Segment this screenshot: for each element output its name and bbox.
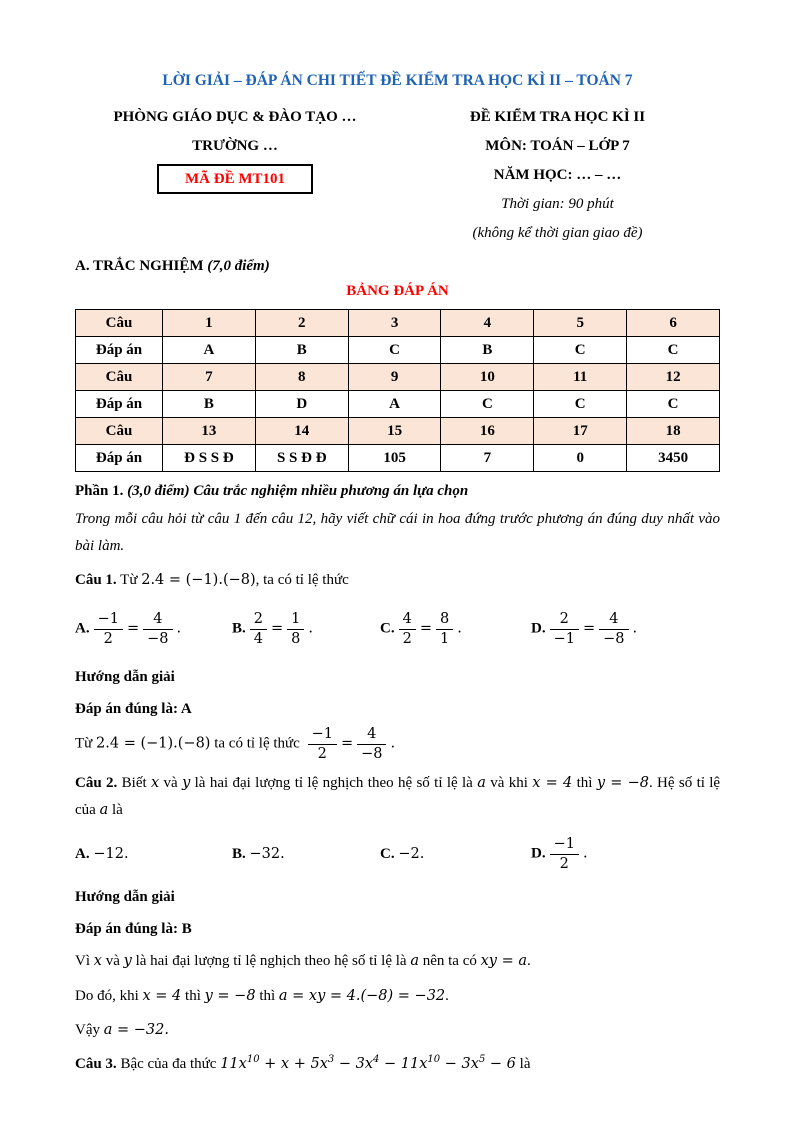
year-line: NĂM HỌC: … – … <box>493 167 622 183</box>
q1-solution-mid: ta có tỉ lệ thức <box>214 735 300 752</box>
q2-solution-line-3: Vậy a = −32. <box>75 1021 169 1038</box>
doc-title: LỜI GIẢI – ĐÁP ÁN CHI TIẾT ĐỀ KIỂM TRA HỌC KÌ II – TOÁN 7 <box>162 72 633 89</box>
option-label: B. <box>232 845 246 862</box>
fraction: $\frac{-1}{2}$ <box>550 836 579 872</box>
math-var: a <box>99 801 109 818</box>
q1-solution-equation: 2.4 = (−1).(−8) <box>96 735 211 752</box>
row-label-cell: Câu <box>76 364 163 391</box>
table-cell: C <box>441 391 534 418</box>
question-1 <box>75 567 720 593</box>
fraction: $\frac{4}{-8}$ <box>599 611 628 647</box>
table-cell: 0 <box>534 445 627 472</box>
math-var: x <box>151 775 160 792</box>
table-cell: B <box>441 337 534 364</box>
fraction: $\frac{2}{-1}$ <box>550 611 579 647</box>
math-expression: a = xy = 4.(−8) = −32 <box>278 987 446 1004</box>
table-cell: Đ S S Đ <box>163 445 256 472</box>
math-var: x <box>93 953 102 970</box>
option-b: B. $\frac{2}{4}$ = $\frac{1}{8}$ . <box>232 610 313 647</box>
polynomial-expression: $11x^{10} + x + 5x^3 - 3x^4 - 11x^{10} - 3x^5 - 6$ <box>220 1054 516 1073</box>
question-1-tail: , ta có tỉ lệ thức <box>255 571 349 588</box>
answer-line-2: Đáp án đúng là: B <box>75 920 192 937</box>
row-label-cell: Câu <box>76 418 163 445</box>
fraction: $\frac{2}{4}$ <box>250 611 267 647</box>
option-a: A. −12. <box>75 845 129 862</box>
answer-table-title: BẢNG ĐÁP ÁN <box>346 283 449 299</box>
fraction: $\frac{4}{-8}$ <box>357 726 386 762</box>
question-3-label: Câu 3. <box>75 1056 117 1073</box>
table-cell: 9 <box>348 364 441 391</box>
fraction: $\frac{-1}{2}$ <box>308 726 337 762</box>
dept-line: PHÒNG GIÁO DỤC & ĐÀO TẠO … <box>113 109 357 125</box>
option-a: A. $\frac{-1}{2}$ = $\frac{4}{-8}$ . <box>75 610 182 647</box>
question-3 <box>75 1051 720 1077</box>
instruction-text: Trong mỗi câu hỏi từ câu 1 đến câu 12, hãy viết chữ cái in hoa đứng trước phương án đúng duy nhất vào bài làm. <box>75 511 720 554</box>
table-cell: 10 <box>441 364 534 391</box>
q2-solution-line-1: Vì x và y là hai đại lượng tỉ lệ nghịch theo hệ số tỉ lệ là a nên ta có xy = a. <box>75 953 531 970</box>
option-label: C. <box>380 620 395 637</box>
table-cell: C <box>534 391 627 418</box>
math-expression: a = −32. <box>103 1021 169 1038</box>
row-label-cell: Đáp án <box>76 391 163 418</box>
part1-subtitle: (3,0 điểm) Câu trắc nghiệm nhiều phương án lựa chọn <box>127 483 469 499</box>
table-cell: B <box>255 337 348 364</box>
q1-solution: Từ 2.4 = (−1).(−8) ta có tỉ lệ thức $\frac{-1}{2}$ = $\frac{4}{-8}$ . <box>75 726 396 762</box>
fraction: $\frac{8}{1}$ <box>436 611 453 647</box>
exam-code-box: MÃ ĐỀ MT101 <box>157 164 313 194</box>
table-row <box>76 418 720 445</box>
table-cell: 17 <box>534 418 627 445</box>
table-cell: 7 <box>163 364 256 391</box>
table-cell: 3 <box>348 310 441 337</box>
question-1-label: Câu 1. <box>75 571 117 588</box>
math-var: y <box>182 775 191 792</box>
question-2-label: Câu 2. <box>75 775 118 792</box>
table-cell: 14 <box>255 418 348 445</box>
table-cell: A <box>163 337 256 364</box>
answer-line-1: Đáp án đúng là: A <box>75 700 192 717</box>
table-row <box>76 337 720 364</box>
row-label-cell: Câu <box>76 310 163 337</box>
table-cell: 6 <box>627 310 720 337</box>
table-cell: C <box>534 337 627 364</box>
guide-heading-2: Hướng dẫn giải <box>75 889 175 906</box>
table-cell: 105 <box>348 445 441 472</box>
math-expression: x = 4 <box>532 775 573 792</box>
row-label-cell: Đáp án <box>76 337 163 364</box>
table-row <box>76 445 720 472</box>
table-cell: 3450 <box>627 445 720 472</box>
exam-title-line: ĐỀ KIỂM TRA HỌC KÌ II <box>469 109 646 125</box>
table-cell: 15 <box>348 418 441 445</box>
q2-options <box>75 831 720 877</box>
option-d: D. $\frac{2}{-1}$ = $\frac{4}{-8}$ . <box>531 610 638 647</box>
table-cell: C <box>348 337 441 364</box>
table-row <box>76 310 720 337</box>
table-cell: 7 <box>441 445 534 472</box>
option-label: A. <box>75 845 90 862</box>
option-label: B. <box>232 620 246 637</box>
table-cell: D <box>255 391 348 418</box>
table-cell: A <box>348 391 441 418</box>
option-d: D. $\frac{-1}{2}$ . <box>531 836 588 872</box>
table-cell: B <box>163 391 256 418</box>
table-cell: C <box>627 337 720 364</box>
fraction: $\frac{4}{2}$ <box>399 611 416 647</box>
guide-heading-1: Hướng dẫn giải <box>75 669 175 686</box>
subject-line: MÔN: TOÁN – LỚP 7 <box>485 138 630 154</box>
note-line: (không kể thời gian giao đề) <box>472 225 643 241</box>
question-3-lead: Bậc của đa thức <box>120 1056 217 1073</box>
math-expression: xy = a <box>480 953 527 970</box>
section-a-heading <box>75 258 720 275</box>
option-label: D. <box>531 845 546 862</box>
q1-solution-lead: Từ <box>75 735 93 752</box>
option-label: D. <box>531 620 546 637</box>
math-expression: x = 4 <box>142 987 182 1004</box>
row-label-cell: Đáp án <box>76 445 163 472</box>
table-row <box>76 391 720 418</box>
answer-table <box>75 309 720 472</box>
fraction: $\frac{-1}{2}$ <box>94 611 123 647</box>
question-2: Câu 2. Biết x và y là hai đại lượng tỉ lệ nghịch theo hệ số tỉ lệ là a và khi x = 4 thì y = −8. Hệ số tỉ lệ của a là <box>75 775 721 818</box>
part1-label: Phần 1. <box>75 483 124 499</box>
table-cell: 4 <box>441 310 534 337</box>
question-3-tail: là <box>519 1056 531 1073</box>
table-cell: 18 <box>627 418 720 445</box>
table-cell: 12 <box>627 364 720 391</box>
table-cell: 1 <box>163 310 256 337</box>
table-cell: C <box>627 391 720 418</box>
fraction: $\frac{1}{8}$ <box>287 611 304 647</box>
table-cell: 13 <box>163 418 256 445</box>
table-cell: 2 <box>255 310 348 337</box>
fraction: $\frac{4}{-8}$ <box>143 611 172 647</box>
table-row <box>76 364 720 391</box>
math-expression: y = −8 <box>204 987 256 1004</box>
header-left-column <box>75 103 395 248</box>
q1-options <box>75 601 720 657</box>
table-cell: 5 <box>534 310 627 337</box>
table-cell: S S Đ Đ <box>255 445 348 472</box>
math-var: a <box>477 775 486 792</box>
section-a-points: (7,0 điểm) <box>207 258 270 274</box>
duration-line: Thời gian: 90 phút <box>501 196 614 212</box>
math-var: y <box>123 953 132 970</box>
question-1-equation: 2.4 = (−1).(−8) <box>141 571 256 588</box>
option-label: A. <box>75 620 90 637</box>
option-c: C. −2. <box>380 845 425 862</box>
table-cell: 11 <box>534 364 627 391</box>
header-right-column <box>395 103 720 248</box>
option-c: C. $\frac{4}{2}$ = $\frac{8}{1}$ . <box>380 610 462 647</box>
option-b: B. −32. <box>232 845 285 862</box>
math-var: a <box>410 953 419 970</box>
q2-solution-line-2: Do đó, khi x = 4 thì y = −8 thì a = xy = 4.(−8) = −32. <box>75 987 449 1004</box>
exam-header <box>75 103 720 248</box>
table-cell: 16 <box>441 418 534 445</box>
math-expression: y = −8 <box>596 775 649 792</box>
part1-heading <box>75 478 720 504</box>
section-a-label: A. TRẮC NGHIỆM <box>75 258 204 274</box>
question-1-lead: Từ <box>120 571 138 588</box>
table-cell: 8 <box>255 364 348 391</box>
school-line: TRƯỜNG … <box>192 138 278 154</box>
option-label: C. <box>380 845 395 862</box>
